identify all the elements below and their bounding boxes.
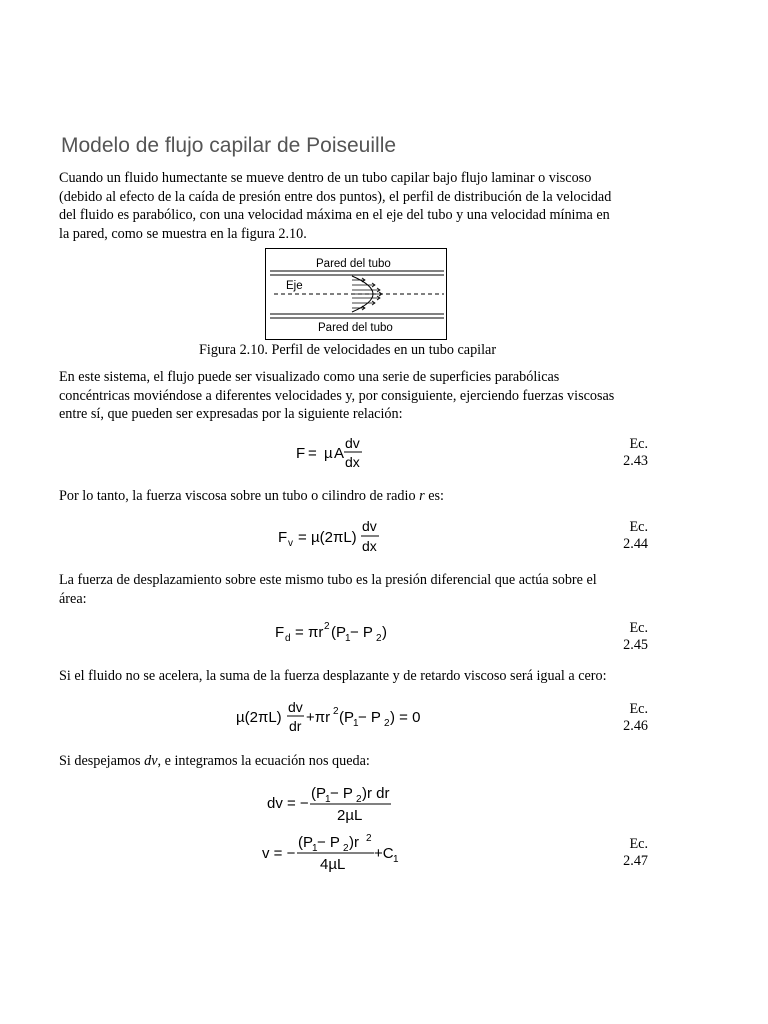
svg-text:dv: dv [362,518,377,534]
text-line: En este sistema, el flujo puede ser visualizado como una serie de superficies parabólicas [59,369,560,385]
svg-text:(P: (P [331,624,346,641]
svg-text:1: 1 [345,633,351,644]
svg-text:(P: (P [298,834,313,851]
svg-text:d: d [285,633,291,644]
paragraph-intro [59,169,659,243]
svg-text:µ: µ [324,445,333,462]
equation-2-46 [236,697,426,737]
paragraph-viscous-force [59,487,659,506]
text-line: concéntricas moviéndose a diferentes velocidades y, por consiguiente, ejerciendo fuerzas viscosas [59,387,615,404]
svg-text:µ(2πL): µ(2πL) [311,529,357,546]
equation-label-2-47 [623,836,648,870]
svg-text:2: 2 [384,718,390,729]
eq-prefix: Ec. [629,519,648,535]
text-line: del fluido es parabólico, con una velocidad máxima en el eje del tubo y una velocidad mínima en [59,207,610,223]
svg-text:v: v [288,538,293,549]
svg-text:2: 2 [333,706,339,717]
svg-text:F: F [278,529,288,546]
svg-text:v = −: v = − [262,845,296,862]
page-title: Modelo de flujo capilar de Poiseuille [61,134,397,157]
svg-text:− P: − P [317,834,340,851]
svg-text:πr: πr [308,624,324,641]
figure-bottom-label: Pared del tubo [318,322,393,334]
svg-text:) = 0: ) = 0 [390,709,421,726]
paragraph-equilibrium [59,667,659,686]
svg-text:− P: − P [358,709,381,726]
text-line: Por lo tanto, la fuerza viscosa sobre un tubo o cilindro de radio r es: [59,488,444,504]
svg-text:4µL: 4µL [320,856,346,873]
equation-2-47 [262,833,402,875]
equation-dv [267,783,397,825]
text-line: La fuerza de desplazamiento sobre este mismo tubo es la presión diferencial que actúa sobre el [59,572,597,588]
equation-label-2-45 [623,620,648,654]
svg-text:=: = [298,529,307,546]
svg-text:dx: dx [345,454,360,470]
svg-text:A: A [334,445,345,462]
text-line: Si el fluido no se acelera, la suma de la fuerza desplazante y de retardo viscoso será igual a cero: [59,668,607,684]
eq-number: 2.44 [623,536,648,552]
text-line: la pared, como se muestra en la figura 2.10. [59,225,307,242]
figure-axis-label: Eje [286,280,303,292]
svg-text:F: F [275,624,285,641]
equation-2-45 [275,618,395,648]
svg-text:dv = −: dv = − [267,795,309,812]
text-line: Cuando un fluido humectante se mueve dentro de un tubo capilar bajo flujo laminar o viscoso [59,170,592,186]
svg-text:+πr: +πr [306,709,331,726]
equation-2-44 [278,516,388,556]
velocity-arrows [352,278,382,310]
equation-label-2-46 [623,701,648,735]
svg-text:2: 2 [366,833,372,844]
eq-prefix: Ec. [629,436,648,452]
text-line: área: [59,590,87,607]
svg-text:dr: dr [289,718,302,734]
text-line: Si despejamos dv, e integramos la ecuación nos queda: [59,753,370,769]
svg-text:1: 1 [353,718,359,729]
svg-text:dv: dv [345,435,360,451]
paragraph-displacement [59,571,659,608]
svg-text:=: = [308,445,317,462]
paragraph-integrate [59,752,659,771]
svg-text:2: 2 [343,843,349,854]
svg-text:2: 2 [376,633,382,644]
paragraph-system [59,368,659,424]
eq-number: 2.43 [623,453,648,469]
svg-text:+C: +C [374,845,394,862]
figure-top-label: Pared del tubo [316,258,391,270]
svg-text:(P: (P [339,709,354,726]
svg-text:)r: )r [349,834,359,851]
svg-text:2: 2 [356,794,362,805]
svg-text:1: 1 [325,794,331,805]
eq-prefix: Ec. [629,620,648,636]
svg-text:− P: − P [350,624,373,641]
eq-number: 2.45 [623,637,648,653]
eq-prefix: Ec. [629,836,648,852]
svg-text:2µL: 2µL [337,807,363,824]
svg-text:F: F [296,445,306,462]
eq-number: 2.47 [623,853,648,869]
text-line: (debido al efecto de la caída de presión entre dos puntos), el perfil de distribución de la velocidad [59,188,612,205]
svg-text:=: = [295,624,304,641]
svg-text:): ) [382,624,387,641]
svg-text:1: 1 [393,854,399,865]
svg-text:dx: dx [362,538,377,554]
equation-label-2-43 [623,436,648,470]
text-line: entre sí, que pueden ser expresadas por la siguiente relación: [59,406,403,422]
svg-text:dv: dv [288,699,303,715]
velocity-profile-figure [265,248,447,340]
svg-text:− P: − P [330,785,353,802]
equation-2-43 [296,433,376,473]
svg-text:2: 2 [324,621,330,632]
figure-caption: Figura 2.10. Perfil de velocidades en un tubo capilar [199,342,497,358]
svg-text:µ(2πL): µ(2πL) [236,709,282,726]
svg-text:)r dr: )r dr [362,785,390,802]
svg-text:1: 1 [312,843,318,854]
svg-text:(P: (P [311,785,326,802]
eq-prefix: Ec. [629,701,648,717]
eq-number: 2.46 [623,718,648,734]
equation-label-2-44 [623,519,648,553]
